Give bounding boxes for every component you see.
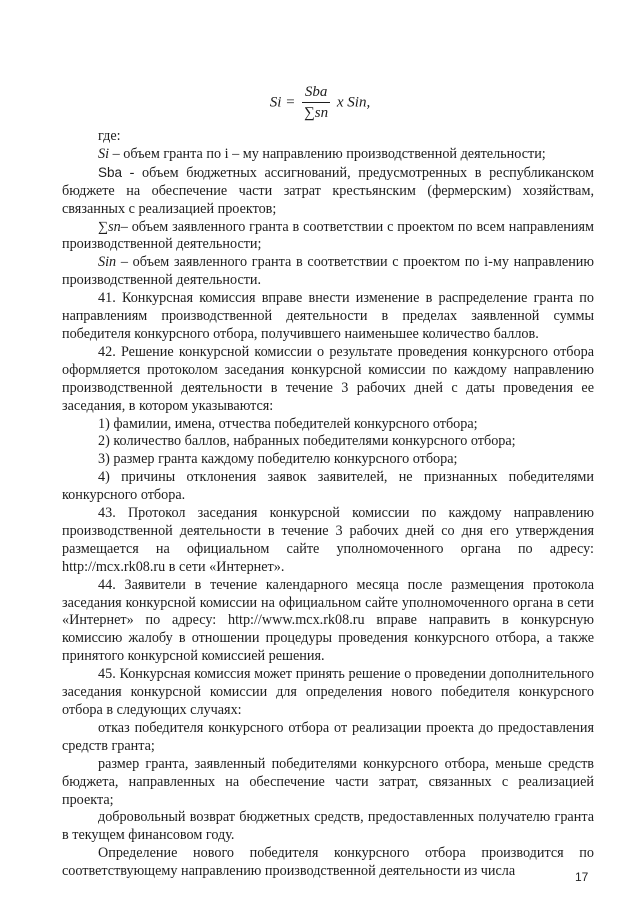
paragraph-final: Определение нового победителя конкурсного отбора производится по соответствующему направлению производственной деятельности из числа — [62, 845, 594, 880]
paragraph-45: 45. Конкурсная комиссия может принять решение о проведении дополнительного заседания конкурсной комиссии для определения нового победителя конкурсного отбора в следующих случаях: — [62, 666, 594, 718]
paragraph-41: 41. Конкурсная комиссия вправе внести изменение в распределение гранта по направлениям производственной деятельности в пределах заявленной суммы победителя конкурсного отбора, получившего наименьшее количество баллов. — [62, 290, 594, 342]
formula-numerator: Sba — [302, 83, 330, 103]
paragraph-45-case: размер гранта, заявленный победителями конкурсного отбора, меньше средств бюджета, направленных на обеспечение части затрат, связанных с реализацией проекта; — [62, 755, 594, 808]
definition-text: – объем заявленного гранта в соответствии с проектом по i-му направлению производственной деятельности. — [62, 254, 594, 289]
paragraph-42: 42. Решение конкурсной комиссии о результате проведения конкурсного отбора оформляется протоколом заседания конкурсной комиссии по каждому направлению производственной деятельности в течение 3 рабочих дней с даты проведения ее заседания, в котором указываются: — [62, 343, 594, 414]
formula-rhs: x Sin, — [336, 94, 371, 111]
definition-symbol: Sin — [98, 254, 117, 271]
definition-symbol: Si — [98, 145, 110, 162]
definition-sin — [62, 254, 594, 290]
paragraph-43: 43. Протокол заседания конкурсной комиссии по каждому направлению производственной деятельности в течение 3 рабочих дней со дня его утверждения размещается на официальном сайте уполномоченного органа по адресу: http://mcx.rk08.ru в сети «Интернет». — [62, 505, 594, 575]
paragraph-44: 44. Заявители в течение календарного месяца после размещения протокола заседания конкурсной комиссии на официальном сайте уполномоченного органа в сети «Интернет» по адресу: http://www.mcx.rk08.ru вправе направить в конкурсную комиссию жалобу в отношении процедуры проведения конкурсного отбора, а также принятого конкурсной комиссией решения. — [62, 576, 594, 665]
paragraph-42-item: 3) размер гранта каждому победителю конкурсного отбора; — [98, 451, 458, 468]
page-number: 17 — [575, 870, 589, 884]
definition-symbol: ∑sn — [98, 218, 121, 235]
formula-fraction — [302, 83, 330, 122]
grant-formula — [0, 83, 640, 122]
paragraph-42-item: 4) причины отклонения заявок заявителей, не признанных победителями конкурсного отбора. — [62, 469, 594, 504]
definition-text: – объем гранта по i – му направлению производственной деятельности; — [109, 145, 546, 162]
paragraph-42-item: 2) количество баллов, набранных победителями конкурсного отбора; — [98, 433, 516, 450]
definition-text: – объем заявленного гранта в соответствии с проектом по всем направлениям производственной деятельности; — [62, 218, 594, 253]
definition-symbol: Sba — [98, 164, 123, 180]
definition-sba — [62, 164, 594, 219]
formula-denominator: ∑sn — [304, 105, 329, 121]
formula-lhs: Si = — [269, 94, 296, 111]
definition-sum-sn — [62, 219, 594, 255]
paragraph-45-case: добровольный возврат бюджетных средств, предоставленных получателю гранта в текущем финансовом году. — [62, 809, 594, 844]
paragraph-42-item: 1) фамилии, имена, отчества победителей конкурсного отбора; — [98, 415, 478, 432]
document-body — [62, 128, 594, 881]
definition-si — [62, 146, 594, 164]
definition-text: - объем бюджетных ассигнований, предусмотренных в республиканском бюджете на обеспечение части затрат крестьянским (фермерским) хозяйствам, связанных с реализацией проектов; — [62, 164, 594, 217]
paragraph-45-case: отказ победителя конкурсного отбора от реализации проекта до предоставления средств гранта; — [62, 719, 594, 754]
where-label: где: — [98, 128, 121, 144]
